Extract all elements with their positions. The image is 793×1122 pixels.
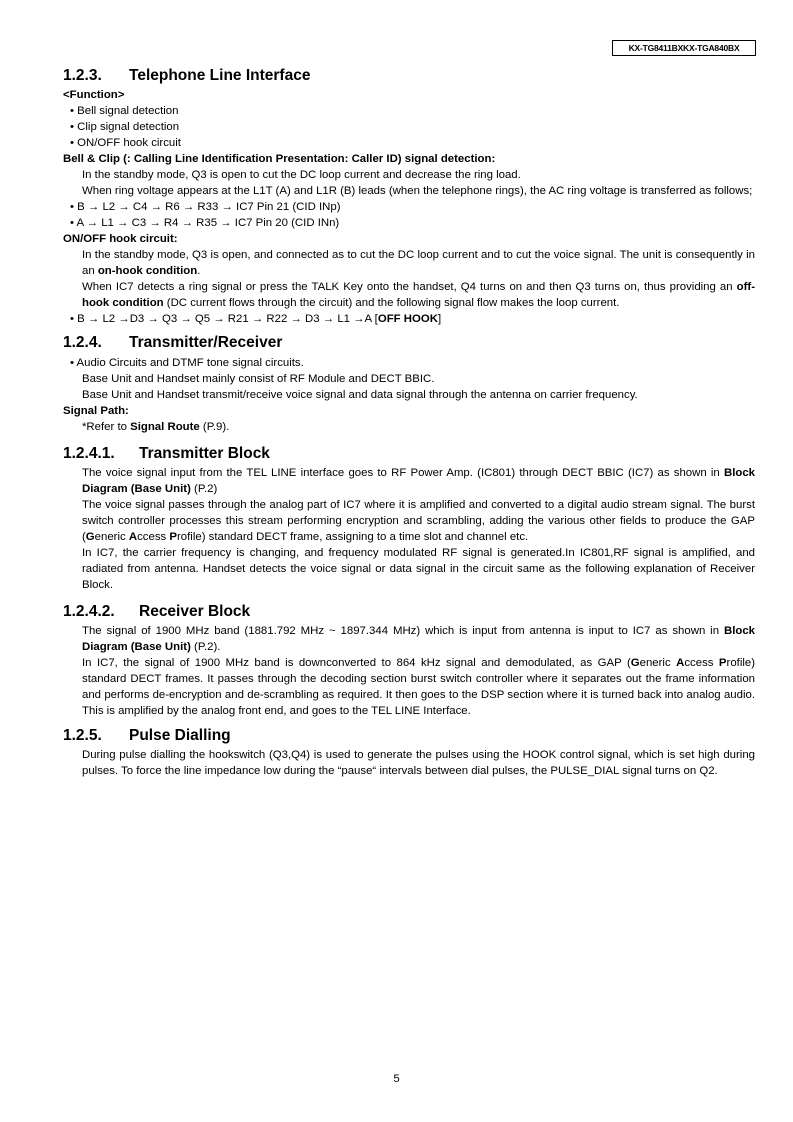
section-number: 1.2.3. bbox=[63, 67, 102, 84]
paragraph: The voice signal input from the TEL LINE interface goes to RF Power Amp. (IC801) through DECT BBIC (IC7) as shown in Block Diagram (Base Unit) (P.2) bbox=[82, 467, 755, 495]
function-item: • ON/OFF hook circuit bbox=[70, 137, 181, 149]
signal-path-line: • B → L2 →D3 → Q3 → Q5 → R21 → R22 → D3 → L1 →A [OFF HOOK] bbox=[70, 313, 442, 325]
subheading-on-off-hook: ON/OFF hook circuit: bbox=[63, 233, 178, 245]
paragraph: Base Unit and Handset transmit/receive voice signal and data signal through the antenna on carrier frequency. bbox=[82, 389, 638, 401]
function-item: • Bell signal detection bbox=[70, 105, 179, 117]
subheading-signal-path: Signal Path: bbox=[63, 405, 129, 417]
section-heading-1-2-4 bbox=[63, 333, 755, 353]
signal-path-line: • B → L2 → C4 → R6 → R33 → IC7 Pin 21 (CID INp) bbox=[70, 201, 341, 213]
section-number: 1.2.5. bbox=[63, 727, 102, 744]
paragraph: The signal of 1900 MHz band (1881.792 MHz ~ 1897.344 MHz) which is input from antenna is input to IC7 as shown in Block Diagram (Base Unit) (P.2). bbox=[82, 625, 755, 653]
paragraph: *Refer to Signal Route (P.9). bbox=[82, 421, 230, 433]
section-number: 1.2.4. bbox=[63, 334, 102, 351]
paragraph: The voice signal passes through the analog part of IC7 where it is amplified and converted to a digital audio stream signal. The burst switch controller processes this stream performing encryption and scrambling, adding the various other fields to produce the GAP (Generic Access Profile) standard DECT frame, assigning to a time slot and channel etc. bbox=[82, 499, 755, 543]
section-title: Pulse Dialling bbox=[129, 727, 231, 744]
section-heading-1-2-4-2 bbox=[63, 602, 755, 622]
function-label: <Function> bbox=[63, 89, 125, 101]
section-title: Transmitter Block bbox=[139, 445, 270, 462]
model-number-box: KX-TG8411BXKX-TGA840BX bbox=[612, 40, 756, 56]
section-title: Transmitter/Receiver bbox=[129, 334, 283, 351]
function-item: • Clip signal detection bbox=[70, 121, 180, 133]
section-title: Telephone Line Interface bbox=[129, 67, 311, 84]
section-number: 1.2.4.1. bbox=[63, 445, 115, 462]
signal-path-line: • A → L1 → C3 → R4 → R35 → IC7 Pin 20 (CID INn) bbox=[70, 217, 340, 229]
section-heading-1-2-3 bbox=[63, 66, 755, 86]
paragraph: When ring voltage appears at the L1T (A) and L1R (B) leads (when the telephone rings), the AC ring voltage is transferred as follows; bbox=[82, 185, 753, 197]
paragraph: In the standby mode, Q3 is open, and connected as to cut the DC loop current and to cut the voice signal. The unit is consequently in an on-hook condition. bbox=[82, 249, 755, 277]
page-number: 5 bbox=[393, 1073, 400, 1085]
paragraph: During pulse dialling the hookswitch (Q3,Q4) is used to generate the pulses using the HOOK control signal, which is set high during pulses. To force the line impedance low during the “pause“ intervals between dial pulses, the PULSE_DIAL signal turns on Q2. bbox=[82, 749, 755, 777]
paragraph: In IC7, the signal of 1900 MHz band is downconverted to 864 kHz signal and demodulated, as GAP (Generic Access Profile) standard DECT frames. It passes through the decoding section burst switch controller where it separates out the frame information and performs de-encryption and de-scrambling as required. It then goes to the DSP section where it is turned back into analog audio. This is amplified by the analog front end, and goes to the TEL LINE Interface. bbox=[82, 657, 756, 717]
list-item: • Audio Circuits and DTMF tone signal circuits. bbox=[70, 357, 304, 369]
paragraph: Base Unit and Handset mainly consist of RF Module and DECT BBIC. bbox=[82, 373, 435, 385]
section-heading-1-2-4-1 bbox=[63, 444, 755, 464]
section-title: Receiver Block bbox=[139, 603, 251, 620]
paragraph: When IC7 detects a ring signal or press the TALK Key onto the handset, Q4 turns on and then Q3 turns on, thus providing an off-hook condition (DC current flows through the circuit) and the following signal flow makes the loop current. bbox=[82, 281, 755, 309]
paragraph: In IC7, the carrier frequency is changing, and frequency modulated RF signal is generated.In IC801,RF signal is amplified, and radiated from antenna. Handset detects the voice signal or data signal in the circuit same as the following explanation of Receiver Block. bbox=[82, 547, 755, 591]
section-number: 1.2.4.2. bbox=[63, 603, 115, 620]
subheading-bell-clip: Bell & Clip (: Calling Line Identification Presentation: Caller ID) signal detection: bbox=[63, 153, 496, 165]
paragraph: In the standby mode, Q3 is open to cut the DC loop current and decrease the ring load. bbox=[82, 169, 521, 181]
page-content bbox=[63, 60, 755, 779]
section-heading-1-2-5 bbox=[63, 726, 755, 746]
